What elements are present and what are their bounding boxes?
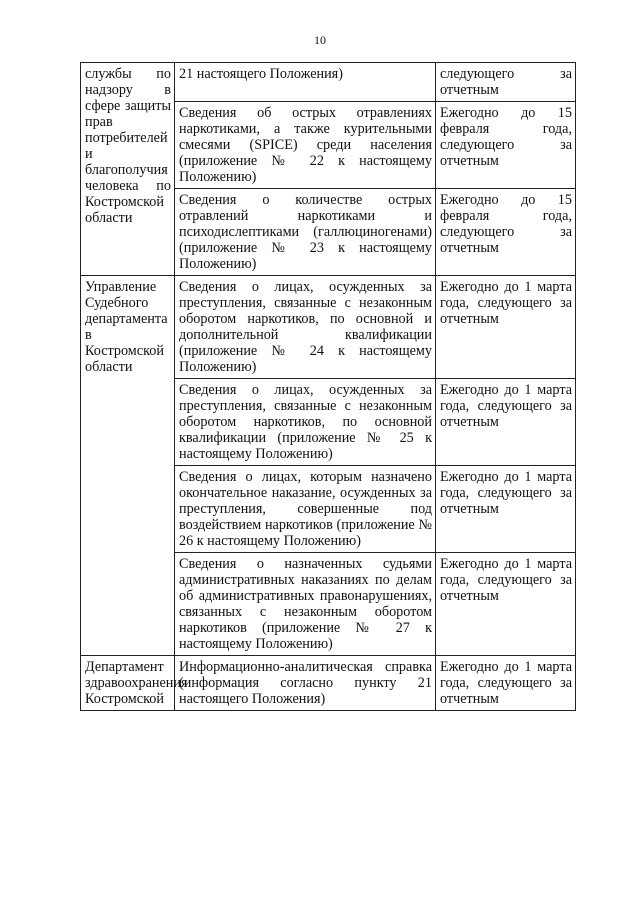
deadline-cell: Ежегодно до 15 февраля года, следующего за отчетным bbox=[436, 189, 576, 276]
info-cell: Сведения о назначенных судьями административных наказаниях по делам об административных правонарушениях, связанных с незаконным оборотом наркотиков (приложение № 27 к настоящему Положению) bbox=[175, 553, 436, 656]
table-row bbox=[81, 63, 576, 102]
deadline-cell: Ежегодно до 1 марта года, следующего за отчетным bbox=[436, 553, 576, 656]
deadline-cell: Ежегодно до 15 февраля года, следующего за отчетным bbox=[436, 102, 576, 189]
org-cell: Департамент здравоохранения Костромской bbox=[81, 656, 175, 711]
info-cell: Сведения о лицах, осужденных за преступления, связанные с незаконным оборотом наркотиков, по основной квалификации (приложение № 25 к настоящему Положению) bbox=[175, 379, 436, 466]
deadline-cell: Ежегодно до 1 марта года, следующего за отчетным bbox=[436, 276, 576, 379]
info-cell: Сведения о количестве острых отравлений наркотиками и психодислептиками (галлюциногенами) (приложение № 23 к настоящему Положению) bbox=[175, 189, 436, 276]
reporting-table bbox=[80, 62, 576, 711]
info-cell: 21 настоящего Положения) bbox=[175, 63, 436, 102]
table-row bbox=[81, 656, 576, 711]
info-cell: Сведения о лицах, которым назначено окончательное наказание, осужденных за преступления, совершенные под воздействием наркотиков (приложение № 26 к настоящему Положению) bbox=[175, 466, 436, 553]
info-cell: Сведения об острых отравлениях наркотиками, а также курительными смесями (SPICE) среди населения (приложение № 22 к настоящему Положению) bbox=[175, 102, 436, 189]
info-cell: Информационно-аналитическая справка (информация согласно пункту 21 настоящего Положения) bbox=[175, 656, 436, 711]
table-row bbox=[81, 276, 576, 379]
deadline-cell: следующего за отчетным bbox=[436, 63, 576, 102]
page-number: 10 bbox=[314, 33, 326, 47]
deadline-cell: Ежегодно до 1 марта года, следующего за отчетным bbox=[436, 466, 576, 553]
info-cell: Сведения о лицах, осужденных за преступления, связанные с незаконным оборотом наркотиков, по основной и дополнительной квалификации (приложение № 24 к настоящему Положению) bbox=[175, 276, 436, 379]
org-cell: Управление Судебного департамента в Костромской области bbox=[81, 276, 175, 656]
deadline-cell: Ежегодно до 1 марта года, следующего за отчетным bbox=[436, 379, 576, 466]
deadline-cell: Ежегодно до 1 марта года, следующего за отчетным bbox=[436, 656, 576, 711]
org-cell: службы по надзору в сфере защиты прав потребителей и благополучия человека по Костромской области bbox=[81, 63, 175, 276]
